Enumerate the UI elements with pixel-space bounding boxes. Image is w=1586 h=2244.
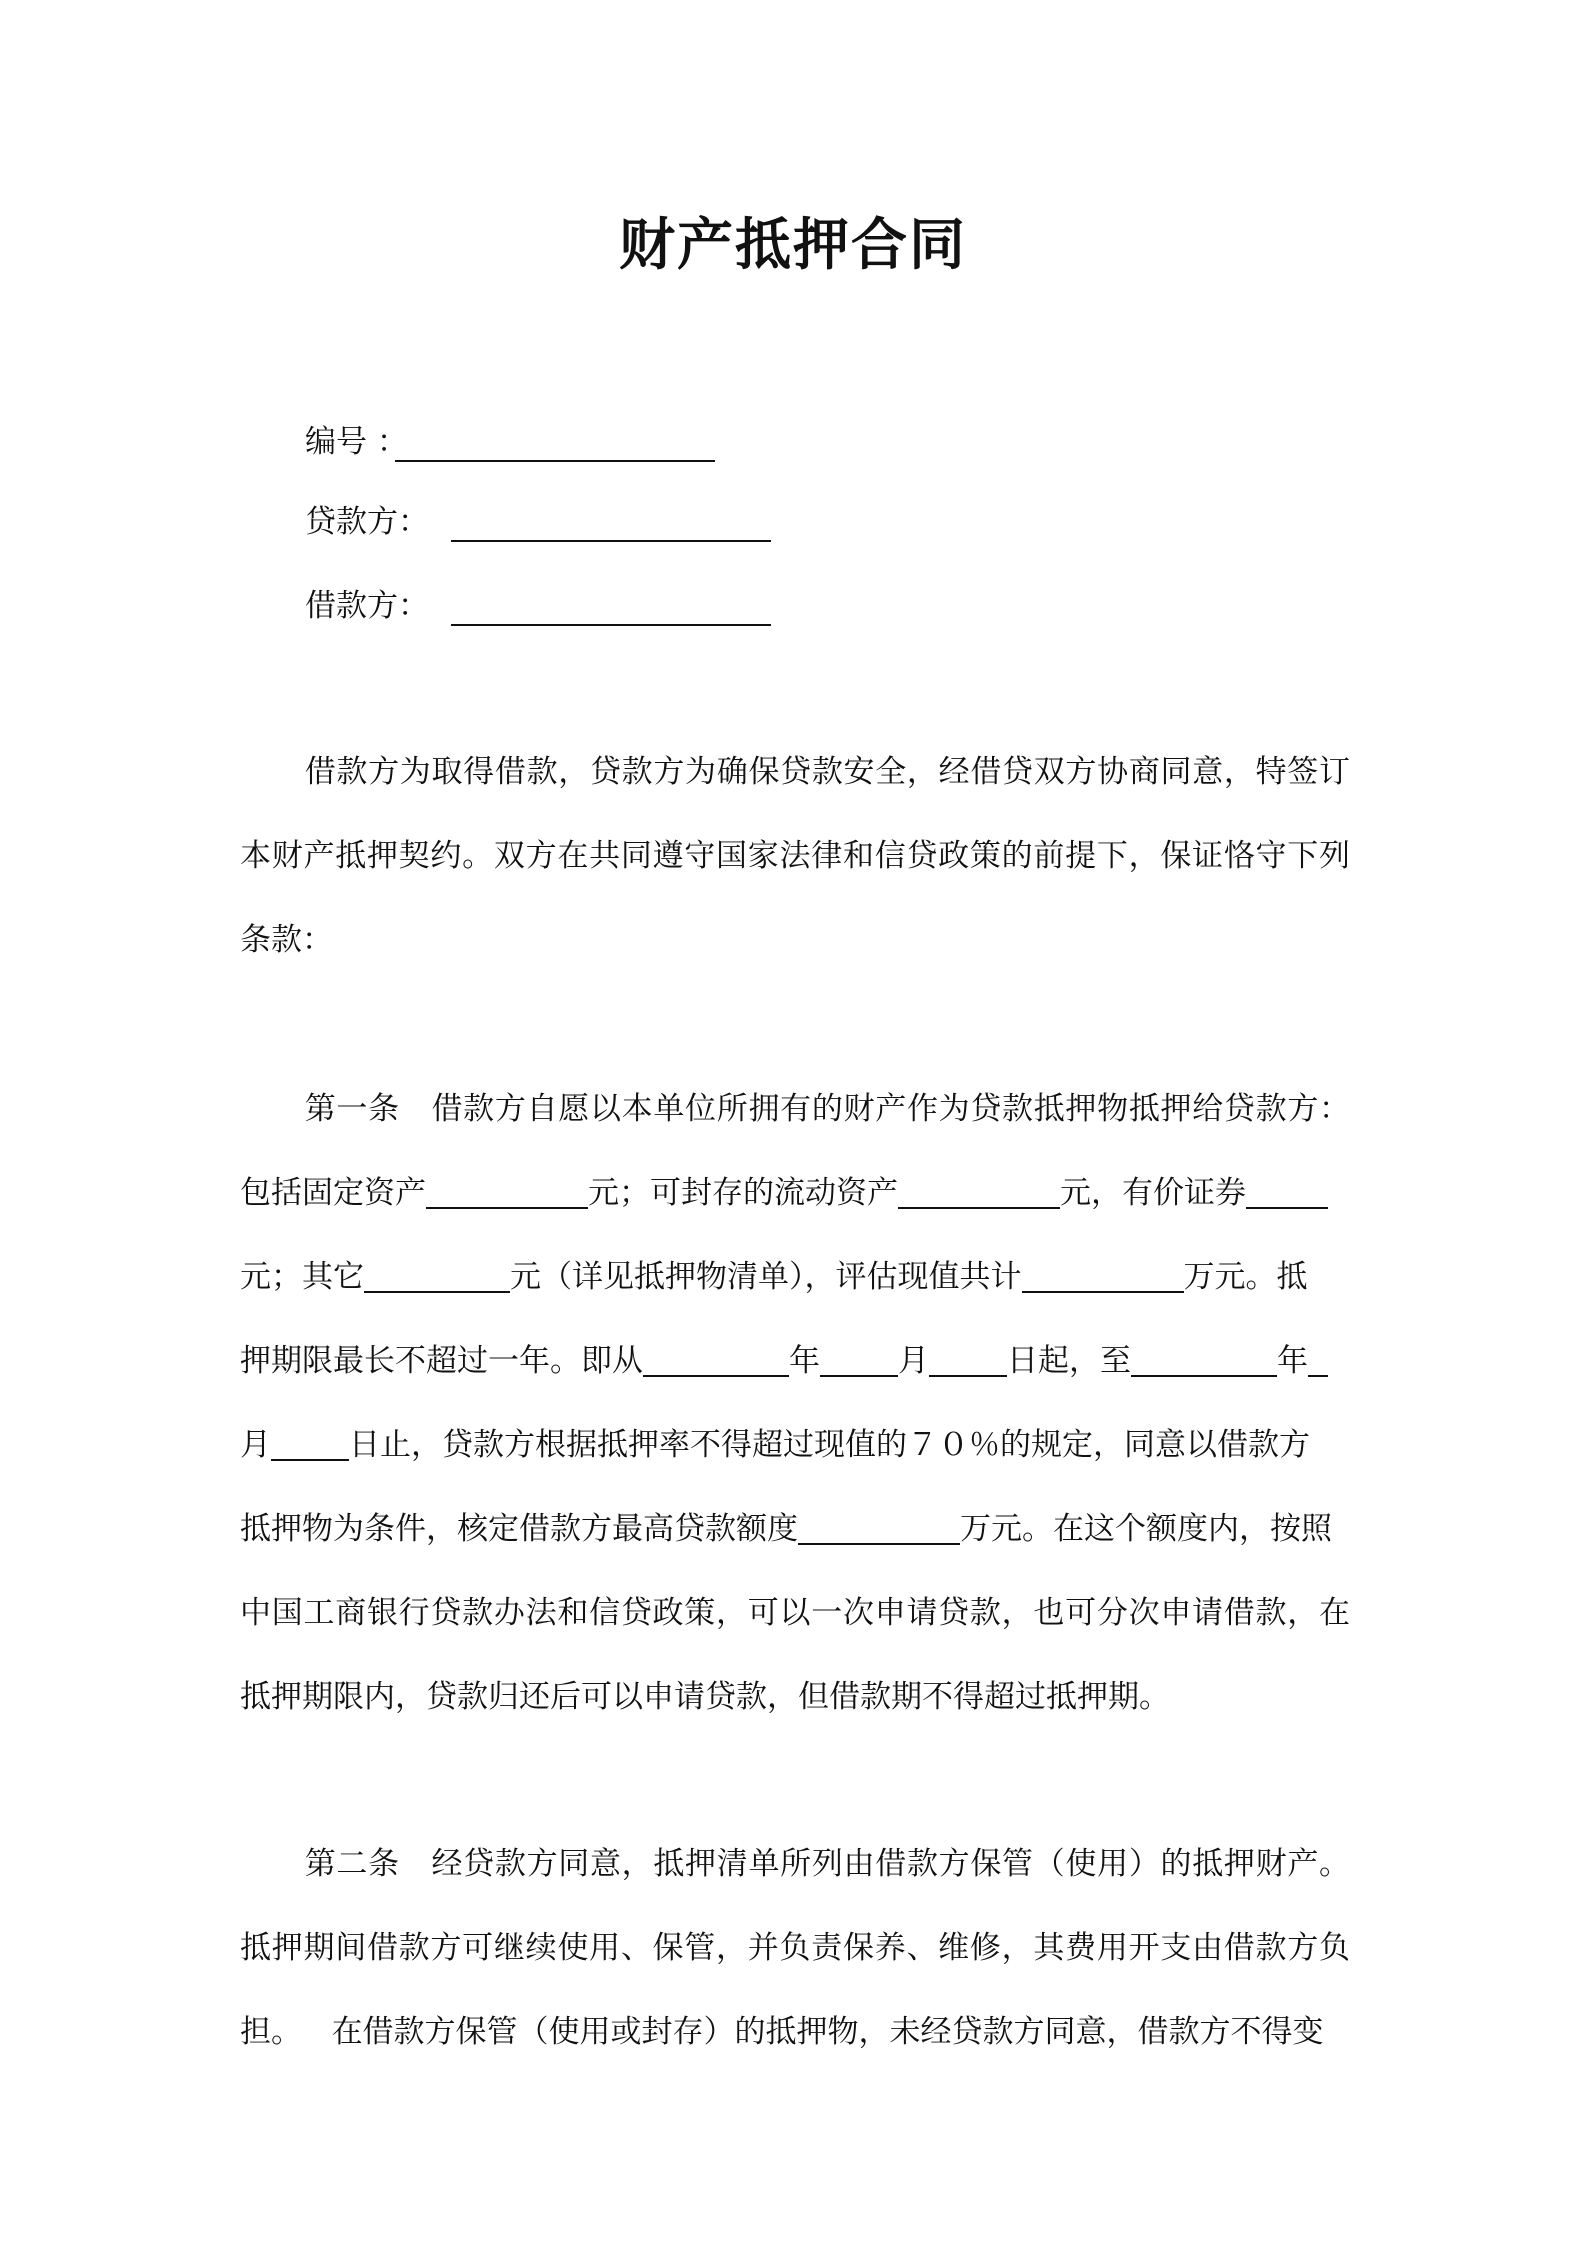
article-1-text: 借款方自愿以本单位所拥有的财产作为贷款抵押物抵押给贷款方： xyxy=(431,1091,1351,1127)
document-title: 财产抵押合同 xyxy=(619,213,967,278)
article-1-line xyxy=(240,1151,1350,1235)
article-1-text-8: 抵押期限内，贷款归还后可以申请贷款，但借款期不得超过抵押期。 xyxy=(240,1679,1170,1715)
article-1-line xyxy=(240,1403,1350,1487)
article-1-text-7: 中国工商银行贷款办法和信贷政策，可以一次申请贷款，也可分次申请借款，在 xyxy=(240,1595,1350,1631)
text-month: 月 xyxy=(898,1343,929,1379)
blank-current-assets xyxy=(898,1173,1060,1209)
lender-label: 贷款方： xyxy=(305,504,429,540)
text-max-loan: 抵押物为条件，核定借款方最高贷款额度 xyxy=(240,1511,798,1547)
contract-number-field xyxy=(305,420,408,464)
text-max-loan-unit: 万元。在这个额度内，按照 xyxy=(960,1511,1332,1547)
text-valuation-unit: 万元。抵 xyxy=(1183,1259,1308,1295)
article-2-heading: 第二条 xyxy=(304,1846,400,1882)
text-fixed-assets: 包括固定资产 xyxy=(240,1175,426,1211)
article-1 xyxy=(240,1067,1350,1739)
intro-line xyxy=(240,814,1350,898)
contract-number-blank xyxy=(395,460,715,462)
text-year: 年 xyxy=(789,1343,820,1379)
intro-text-3: 条款： xyxy=(240,922,333,958)
blank-other xyxy=(364,1257,510,1293)
blank-end-year xyxy=(1131,1341,1277,1377)
text-end-year: 年 xyxy=(1277,1343,1308,1379)
article-1-line xyxy=(240,1067,1350,1151)
text-securities: 元，有价证券 xyxy=(1060,1175,1246,1211)
article-1-heading: 第一条 xyxy=(304,1091,400,1127)
blank-securities xyxy=(1246,1173,1328,1209)
article-2-line xyxy=(240,1822,1350,1906)
article-1-line xyxy=(240,1319,1350,1403)
lender-blank xyxy=(451,540,771,542)
borrower-blank xyxy=(451,624,771,626)
article-2-text-3a: 担。 xyxy=(240,2014,302,2050)
intro-text-2: 本财产抵押契约。双方在共同遵守国家法律和信贷政策的前提下，保证恪守下列 xyxy=(240,838,1350,874)
text-day-to: 日起，至 xyxy=(1007,1343,1131,1379)
article-2-text-1: 经贷款方同意，抵押清单所列由借款方保管（使用）的抵押财产。 xyxy=(431,1846,1351,1882)
borrower-field xyxy=(305,584,429,628)
article-2-line xyxy=(240,1906,1350,1990)
text-valuation: 元（详见抵押物清单），评估现值共计 xyxy=(510,1259,1022,1295)
article-2-text-2: 抵押期间借款方可继续使用、保管，并负责保养、维修，其费用开支由借款方负 xyxy=(240,1930,1350,1966)
blank-end-day xyxy=(271,1425,349,1461)
blank-max-loan xyxy=(798,1509,960,1545)
text-period: 押期限最长不超过一年。即从 xyxy=(240,1343,643,1379)
blank-fixed-assets xyxy=(426,1173,588,1209)
article-2-text-3b: 在借款方保管（使用或封存）的抵押物，未经贷款方同意，借款方不得变 xyxy=(331,2014,1324,2050)
blank-valuation xyxy=(1022,1257,1184,1293)
borrower-label: 借款方： xyxy=(305,588,429,624)
article-1-line xyxy=(240,1571,1350,1655)
article-1-line xyxy=(240,1655,1350,1739)
text-other: 元；其它 xyxy=(240,1259,364,1295)
intro-text-1: 借款方为取得借款，贷款方为确保贷款安全，经借贷双方协商同意，特签订 xyxy=(304,754,1350,790)
article-1-line xyxy=(240,1487,1350,1571)
blank-start-year xyxy=(643,1341,789,1377)
article-2-line xyxy=(240,1990,1350,2074)
intro-line xyxy=(240,730,1350,814)
lender-field xyxy=(305,500,429,544)
blank-start-month xyxy=(820,1341,898,1377)
article-2 xyxy=(240,1822,1350,2074)
text-mortgage-rate: 日止，贷款方根据抵押率不得超过现值的７０％的规定，同意以借款方 xyxy=(349,1427,1310,1463)
article-1-line xyxy=(240,1235,1350,1319)
blank-start-day xyxy=(929,1341,1007,1377)
text-current-assets: 元；可封存的流动资产 xyxy=(588,1175,898,1211)
intro-line xyxy=(240,898,1350,982)
text-end-month: 月 xyxy=(240,1427,271,1463)
intro-paragraph xyxy=(240,730,1350,982)
contract-number-label: 编号 ： xyxy=(305,424,408,460)
blank-end-month xyxy=(1308,1341,1328,1377)
